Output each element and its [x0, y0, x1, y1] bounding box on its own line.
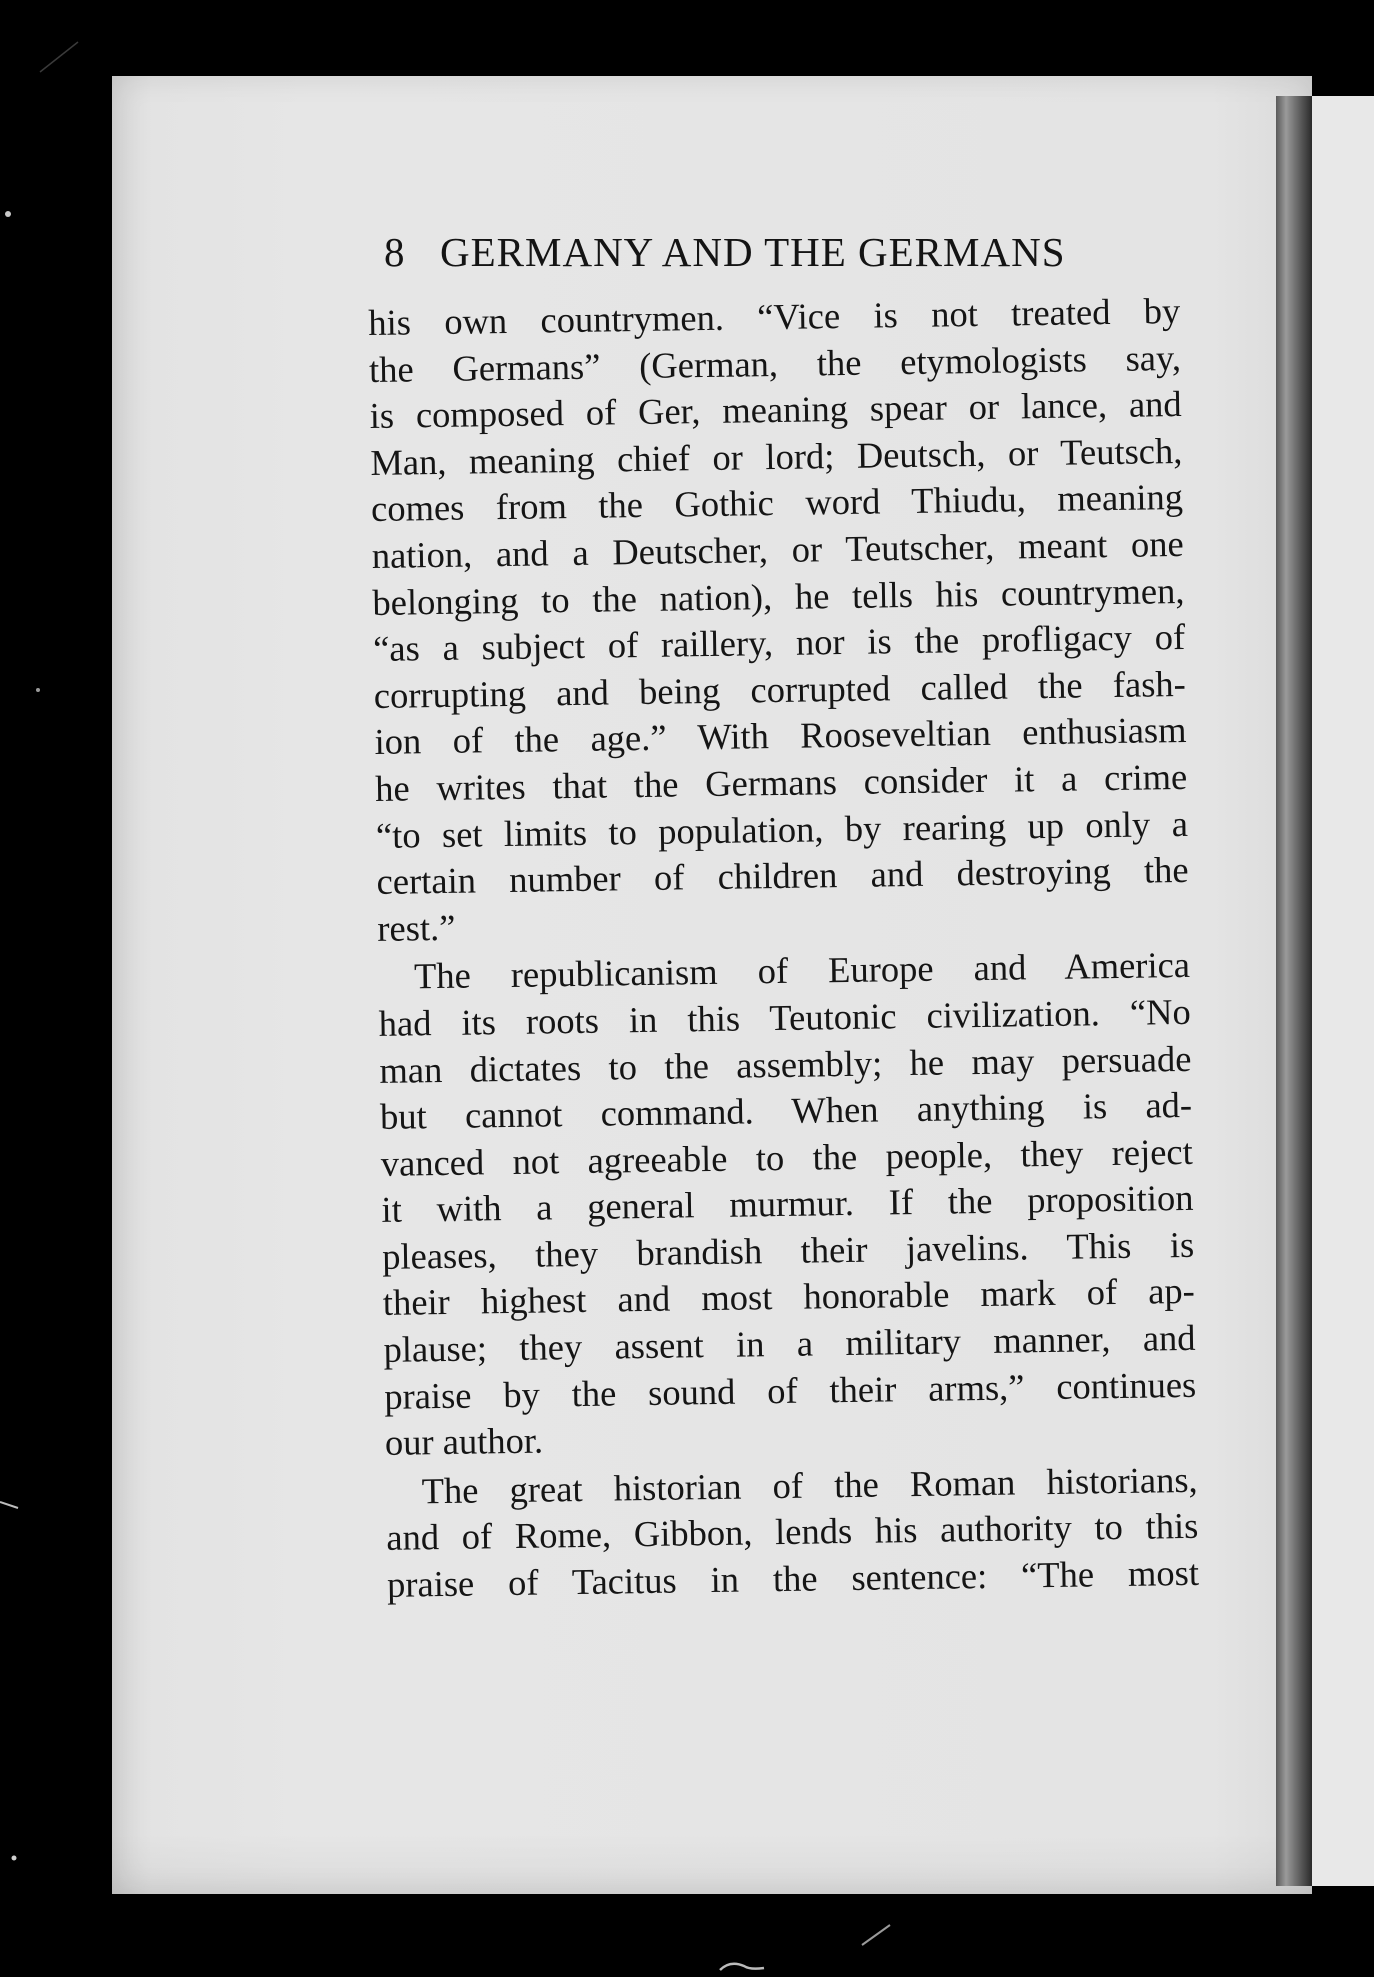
- text-line: rest.”: [377, 906, 456, 949]
- paragraph: [368, 288, 1190, 952]
- text-line: and of Rome, Gibbon, lends his authority to this: [386, 1505, 1199, 1559]
- text-line: their highest and most honorable mark of ap-: [382, 1270, 1196, 1324]
- text-line: praise of Tacitus in the sentence: “The most: [386, 1551, 1200, 1605]
- text-line: had its roots in this Teutonic civilization. “No: [378, 990, 1191, 1044]
- text-line: our author.: [384, 1419, 544, 1464]
- text-line: nation, and a Deutscher, or Teutscher, meant one: [371, 522, 1185, 576]
- running-title: GERMANY AND THE GERMANS: [440, 229, 1066, 275]
- text-line: pleases, they brandish their javelins. This is: [381, 1223, 1195, 1277]
- text-line: The republicanism of Europe and America: [413, 944, 1191, 997]
- text-line: belonging to the nation), he tells his countrymen,: [372, 569, 1185, 623]
- text-line: plause; they assent in a military manner, and: [383, 1316, 1196, 1370]
- text-line: he writes that the Germans consider it a crime: [374, 755, 1188, 809]
- paragraph: [378, 942, 1198, 1467]
- text-line: “to set limits to population, by rearing up only a: [375, 802, 1189, 856]
- text-line: his own countrymen. “Vice is not treated by: [368, 289, 1181, 343]
- text-line: corrupting and being corrupted called the fash-: [373, 662, 1187, 716]
- text-line: praise by the sound of their arms,” continues: [383, 1363, 1197, 1417]
- text-line: The great historian of the Roman historians,: [421, 1458, 1198, 1512]
- text-line: vanced not agreeable to the people, they reject: [380, 1130, 1194, 1184]
- text-line: ion of the age.” With Rooseveltian enthusiasm: [374, 709, 1187, 763]
- text-line: but cannot command. When anything is ad-: [379, 1083, 1193, 1138]
- text-line: Man, meaning chief or lord; Deutsch, or Teutsch,: [370, 429, 1183, 483]
- page-number: 8: [384, 229, 405, 275]
- text-line: the Germans” (German, the etymologists say,: [368, 336, 1182, 390]
- text-line: is composed of Ger, meaning spear or lance, and: [369, 383, 1182, 437]
- paragraph: [385, 1457, 1199, 1609]
- text-line: “as a subject of raillery, nor is the profligacy of: [372, 616, 1186, 670]
- facing-page-edge: [1312, 96, 1374, 1886]
- running-head: [384, 222, 1144, 282]
- text-line: it with a general murmur. If the proposition: [381, 1177, 1194, 1231]
- text-line: man dictates to the assembly; he may persuade: [379, 1037, 1192, 1091]
- text-line: certain number of children and destroying the: [376, 849, 1189, 903]
- page-edge-shadow: [1276, 96, 1312, 1886]
- text-line: comes from the Gothic word Thiudu, meaning: [370, 476, 1184, 530]
- body-text: [368, 288, 1199, 1609]
